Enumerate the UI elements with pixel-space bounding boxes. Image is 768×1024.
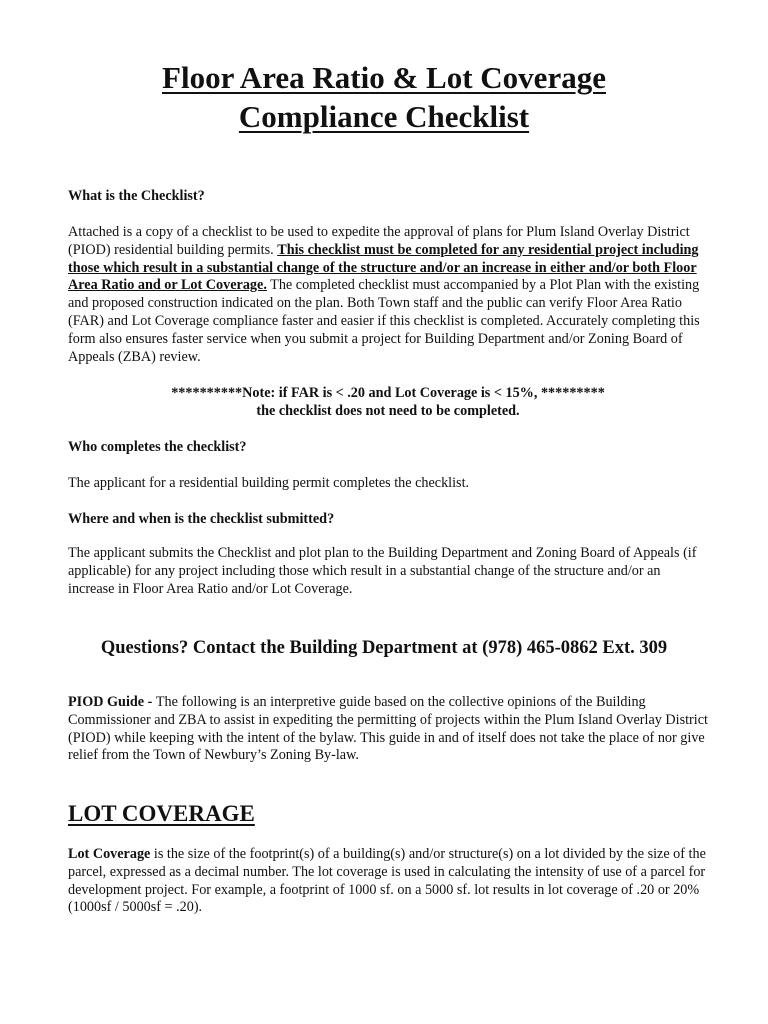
- what-heading: What is the Checklist?: [68, 188, 205, 204]
- what-body-intro: Attached is a copy of a checklist to be used to expedite the approval of plans for Plum Island Overlay District (PIOD) residential building permits.: [68, 224, 690, 258]
- contact-line: Questions? Contact the Building Department at (978) 465-0862 Ext. 309: [100, 638, 668, 658]
- lot-coverage-body: is the size of the footprint(s) of a building(s) and/or structure(s) on a lot divided by the size of the parcel, expressed as a decimal number. The lot coverage is used in calculating the intensity of use of a parcel for development project. For example, a footprint of 1000 sf. on a 5000 sf. lot results in lot coverage of .20 or 20% (1000sf / 5000sf = .20).: [68, 846, 706, 916]
- lot-coverage-heading: LOT COVERAGE: [68, 801, 255, 826]
- piod-body: The following is an interpretive guide based on the collective opinions of the Building Commissioner and ZBA to assist in expediting the permitting of projects within the Plum Island Overlay District (PIOD) while keeping with the intent of the bylaw. This guide in and of itself does not take the place of nor give relief from the Town of Newbury’s Zoning By-law.: [68, 694, 708, 764]
- lot-coverage-paragraph: [68, 846, 708, 917]
- piod-label: PIOD Guide -: [68, 694, 156, 710]
- what-paragraph: [68, 224, 708, 366]
- what-body-emphasis: This checklist must be completed for any residential project including those which result in a substantial change of the structure and/or an increase in either and/or both Floor Area Ratio and or Lot Coverage.: [68, 241, 699, 294]
- note-line2: the checklist does not need to be completed.: [256, 402, 520, 419]
- document-title-line1: Floor Area Ratio & Lot Coverage: [162, 60, 606, 95]
- note-line1: **********Note: if FAR is < .20 and Lot Coverage is < 15%, *********: [171, 385, 605, 401]
- where-paragraph: The applicant submits the Checklist and plot plan to the Building Department and Zoning Board of Appeals (if applicable) for any project including those which result in a substantial change of the structure and/or an increase in Floor Area Ratio and/or Lot Coverage.: [68, 545, 697, 597]
- document-title-line2: Compliance Checklist: [238, 99, 530, 134]
- where-heading: Where and when is the checklist submitted?: [68, 511, 335, 527]
- who-paragraph: The applicant for a residential building permit completes the checklist.: [68, 475, 470, 491]
- what-body-rest: The completed checklist must accompanied by a Plot Plan with the existing and proposed construction indicated on the plan. Both Town staff and the public can verify Floor Area Ratio (FAR) and Lot Coverage compliance faster and easier if this checklist is completed. Accurately completing this form also ensures faster service when you submit a project for Building Department and/or Zoning Board of Appeals (ZBA) review.: [68, 277, 700, 365]
- lot-coverage-term: Lot Coverage: [68, 846, 151, 862]
- piod-paragraph: [68, 694, 708, 765]
- note-block: [68, 385, 708, 421]
- who-heading: Who completes the checklist?: [68, 439, 247, 455]
